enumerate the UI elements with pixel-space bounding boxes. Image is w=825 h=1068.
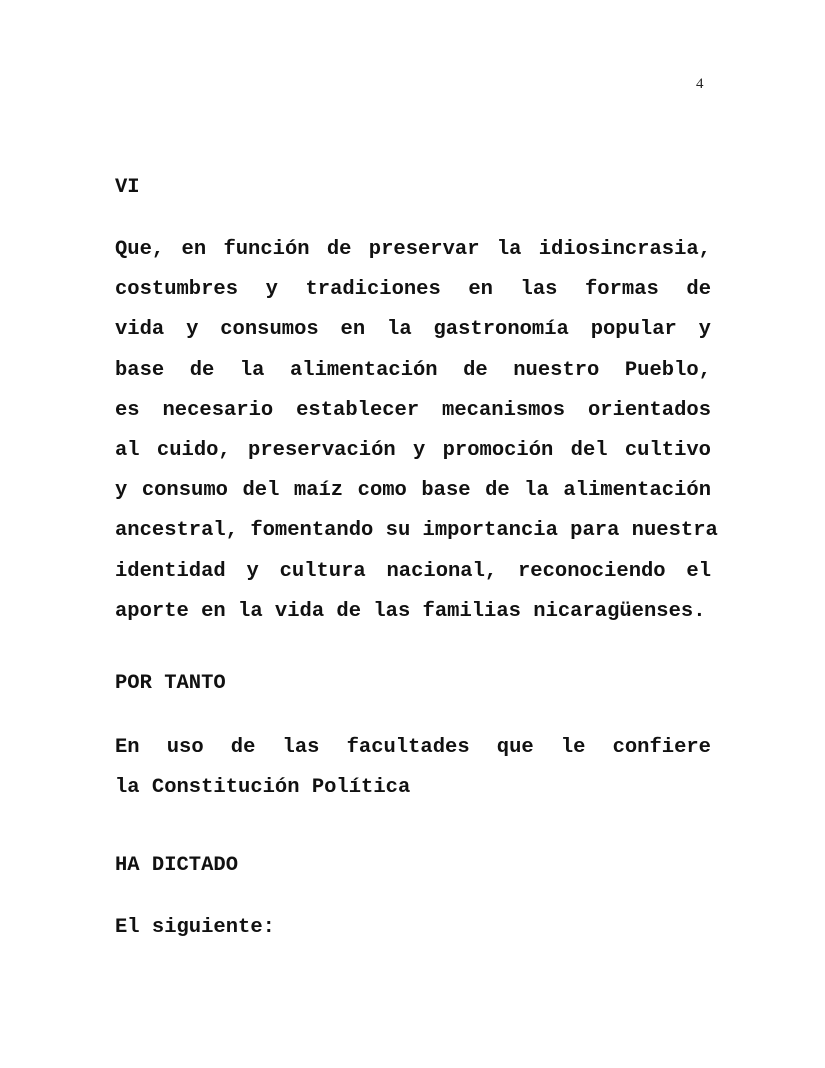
paragraph-line: la Constitución Política: [115, 776, 411, 800]
paragraph-facultades: [115, 728, 711, 808]
paragraph-line: ancestral, fomentando su importancia para nuestra: [115, 519, 718, 543]
paragraph-line: y consumo del maíz como base de la alimentación: [115, 479, 711, 503]
paragraph-line: aporte en la vida de las familias nicaragüenses.: [115, 599, 706, 623]
paragraph-line: costumbres y tradiciones en las formas de: [115, 278, 711, 302]
paragraph-line: es necesario establecer mecanismos orientados: [115, 398, 711, 422]
paragraph-line: al cuido, preservación y promoción del cultivo: [115, 439, 711, 463]
section-heading-ha-dictado: HA DICTADO: [115, 854, 239, 878]
paragraph-line: identidad y cultura nacional, reconociendo el: [115, 559, 711, 583]
document-body: [115, 168, 718, 948]
page-number: 4: [696, 76, 704, 92]
paragraph-line: Que, en función de preservar la idiosincrasia,: [115, 238, 711, 261]
paragraph-line: En uso de las facultades que le confiere: [115, 736, 711, 760]
paragraph-considerando-vi: [115, 230, 718, 632]
closing-line-siguiente: El siguiente:: [115, 916, 275, 940]
paragraph-line: base de la alimentación de nuestro Pueblo,: [115, 358, 711, 382]
paragraph-line: vida y consumos en la gastronomía popular y: [115, 318, 711, 342]
section-heading-vi: VI: [115, 176, 140, 199]
section-heading-por-tanto: POR TANTO: [115, 672, 226, 696]
